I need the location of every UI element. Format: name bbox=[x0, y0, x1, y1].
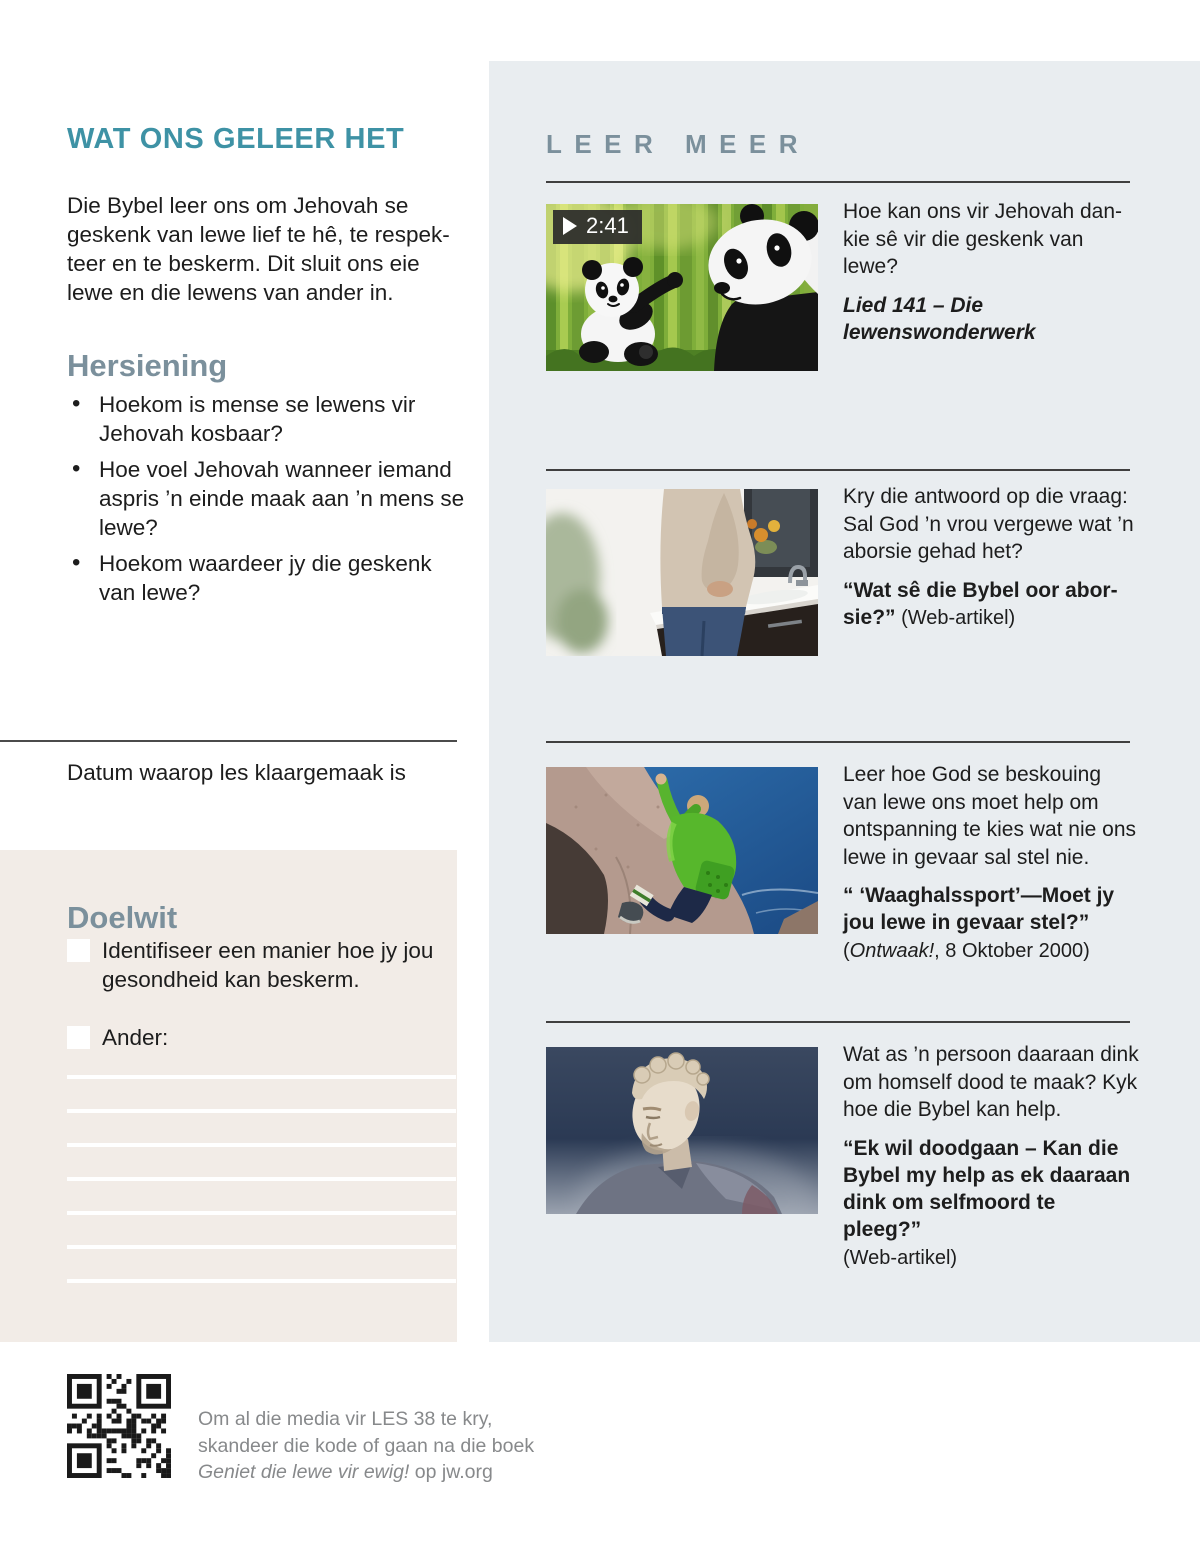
goal-option-row bbox=[67, 936, 439, 994]
item-reference-link[interactable]: “Wat sê die Bybel oor aborsie?” (Web-artikel) bbox=[843, 578, 1118, 629]
item-divider bbox=[546, 469, 1130, 471]
item-reference-note: (Ontwaak!, 8 Oktober 2000) bbox=[843, 940, 1090, 962]
goal-option-row bbox=[67, 1023, 439, 1052]
play-icon bbox=[563, 217, 577, 235]
goal-checkbox-1[interactable] bbox=[67, 939, 90, 962]
writing-line[interactable] bbox=[67, 1075, 456, 1079]
review-question: • Hoe voel Jehovah wanneer iemand aspris ’n einde maak aan ’n mens se lewe? bbox=[67, 455, 469, 542]
rock-climber-illustration bbox=[546, 767, 818, 934]
qr-code bbox=[67, 1374, 171, 1478]
image-rock-climber[interactable] bbox=[546, 767, 818, 934]
book-title: Geniet die lewe vir ewig! bbox=[198, 1461, 410, 1483]
learn-more-item-text bbox=[843, 483, 1139, 632]
image-despondent-man[interactable] bbox=[546, 1047, 818, 1214]
writing-line[interactable] bbox=[67, 1211, 456, 1215]
pregnant-woman-illustration bbox=[546, 489, 818, 656]
magazine-title: Ontwaak! bbox=[849, 940, 935, 962]
video-duration: 2:41 bbox=[586, 213, 629, 238]
writing-line[interactable] bbox=[67, 1279, 456, 1283]
date-completed-label: Datum waarop les klaargemaak is bbox=[67, 760, 406, 785]
section-title-review: Hersiening bbox=[67, 347, 228, 383]
learn-more-item-text bbox=[843, 761, 1139, 965]
despondent-man-illustration bbox=[546, 1047, 818, 1214]
qr-caption-line: Om al die media vir LES 38 te kry, bbox=[198, 1408, 493, 1430]
item-reference-link[interactable]: “Ek wil doodgaan – Kan die Bybel my help as ek daaraan dink om selfmoord te pleeg?” (Web-artikel) bbox=[843, 1135, 1139, 1272]
video-thumbnail-panda[interactable] bbox=[546, 204, 818, 371]
review-question: • Hoekom is mense se lewens vir Jehovah kosbaar? bbox=[67, 390, 469, 448]
qr-caption-line: Geniet die lewe vir ewig! op jw.org bbox=[198, 1461, 493, 1483]
item-description: Hoe kan ons vir Jehovah dankie sê vir die geskenk van lewe? bbox=[843, 200, 1123, 278]
learn-more-item-text bbox=[843, 198, 1139, 346]
learn-more-panel bbox=[489, 61, 1200, 1342]
section-title-goal: Doelwit bbox=[67, 899, 178, 935]
item-description: Kry die antwoord op die vraag: Sal God ’n vrou vergewe wat ’n aborsie gehad het? bbox=[843, 485, 1134, 563]
review-question-list bbox=[67, 390, 469, 614]
writing-line[interactable] bbox=[67, 1143, 456, 1147]
image-pregnant-woman[interactable] bbox=[546, 489, 818, 656]
item-description: Wat as ’n persoon daaraan dink om homself dood te maak? Kyk hoe die Bybel kan help. bbox=[843, 1043, 1139, 1121]
writing-line[interactable] bbox=[67, 1245, 456, 1249]
item-divider bbox=[546, 1021, 1130, 1023]
review-question: • Hoekom waardeer jy die geskenk van lewe? bbox=[67, 549, 469, 607]
item-divider bbox=[546, 181, 1130, 183]
qr-caption-line: skandeer die kode of gaan na die boek bbox=[198, 1434, 535, 1457]
goal-option-label: Ander: bbox=[102, 1025, 169, 1050]
goal-option-label: Identifiseer een manier hoe jy jou gesondheid kan beskerm. bbox=[102, 938, 434, 992]
item-reference-note: (Web-artikel) bbox=[843, 1246, 958, 1269]
goal-checkbox-other[interactable] bbox=[67, 1026, 90, 1049]
lesson-summary-text: Die Bybel leer ons om Jehovah se geskenk van lewe lief te hê, te respekteer en te beskerm. Dit sluit ons eie lewe en die lewens van ander in. bbox=[67, 192, 450, 305]
section-title-what-we-learned: WAT ONS GELEER HET bbox=[67, 123, 405, 156]
item-reference-link[interactable]: “ ‘Waaghalssport’—Moet jy jou lewe in gevaar stel?” (Ontwaak!, 8 Oktober 2000) bbox=[843, 882, 1139, 965]
item-reference-note: (Web-artikel) bbox=[895, 606, 1016, 629]
learn-more-item-text bbox=[843, 1041, 1139, 1272]
item-description: Leer hoe God se beskouing van lewe ons moet help om ontspanning te kies wat nie ons lewe in gevaar sal stel nie. bbox=[843, 763, 1137, 869]
woman-figure bbox=[660, 489, 755, 656]
divider-line bbox=[0, 740, 457, 742]
section-title-learn-more: LEER MEER bbox=[546, 128, 811, 159]
writing-line[interactable] bbox=[67, 1177, 456, 1181]
qr-caption bbox=[198, 1406, 534, 1486]
video-duration-badge bbox=[553, 210, 642, 244]
writing-line[interactable] bbox=[67, 1109, 456, 1113]
item-reference-link[interactable]: Lied 141 – Die lewenswonderwerk bbox=[843, 293, 1036, 344]
goal-panel bbox=[0, 850, 457, 1342]
item-divider bbox=[546, 741, 1130, 743]
